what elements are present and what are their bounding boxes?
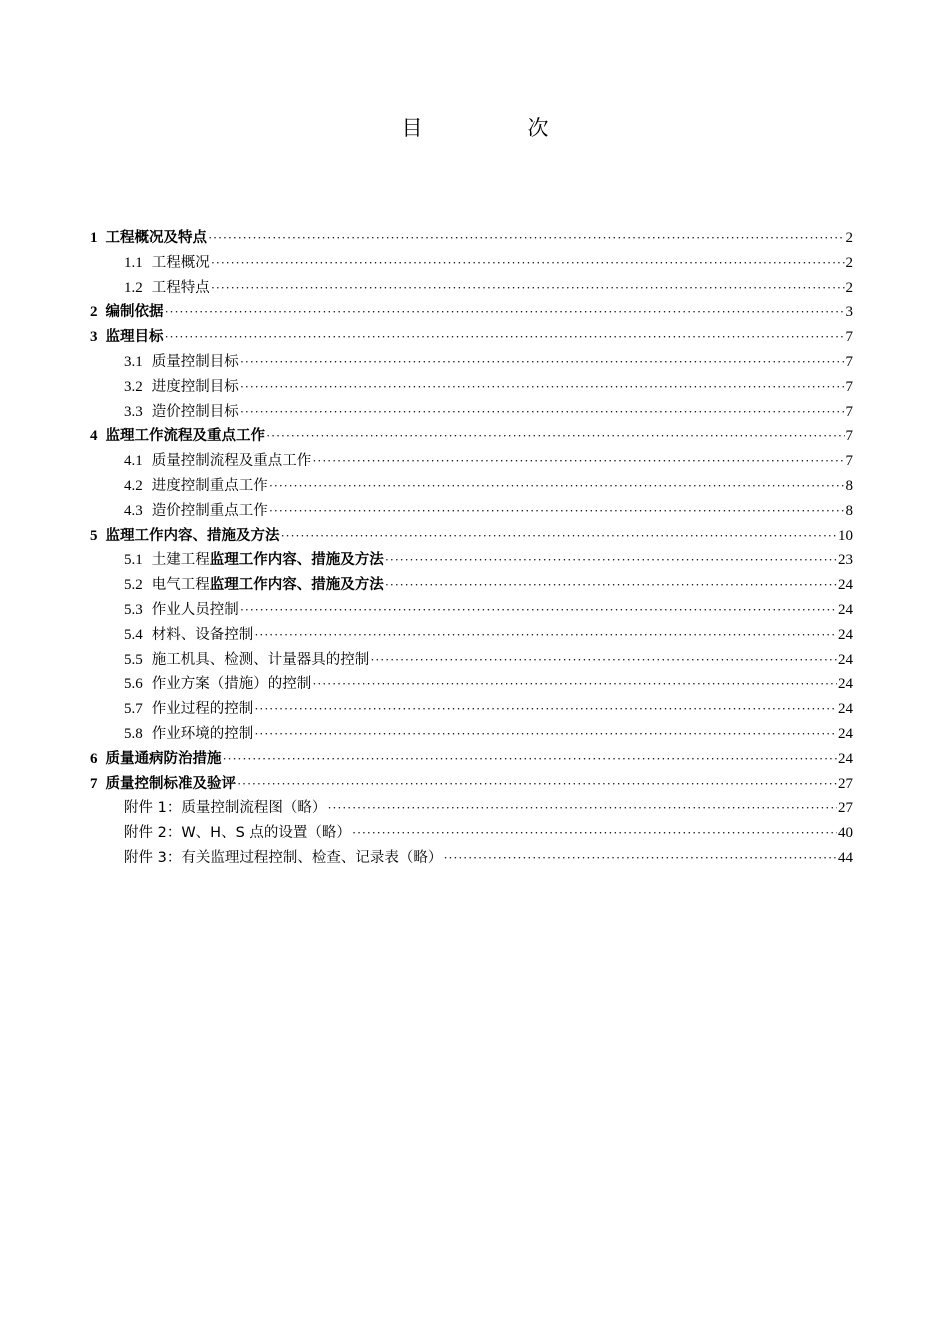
toc-leader-dots bbox=[281, 524, 838, 549]
toc-entry[interactable] bbox=[90, 499, 853, 524]
toc-entry-number: 1.1 bbox=[124, 254, 143, 271]
toc-entry-title: 工程概况 bbox=[151, 254, 210, 271]
toc-leader-dots bbox=[223, 747, 838, 772]
toc-leader-dots bbox=[269, 474, 845, 499]
toc-entry[interactable] bbox=[90, 251, 853, 276]
toc-entry-page: 23 bbox=[838, 552, 853, 569]
toc-entry-title: 施工机具、检测、计量器具的控制 bbox=[151, 651, 370, 668]
toc-entry-number: 5.8 bbox=[124, 725, 143, 742]
toc-entry-page: 7 bbox=[845, 428, 853, 445]
toc-entry-number: 6 bbox=[90, 750, 98, 767]
toc-leader-dots bbox=[165, 300, 845, 325]
toc-entry[interactable] bbox=[90, 623, 853, 648]
toc-entry-number: 2 bbox=[90, 304, 98, 321]
toc-entry-title: 质量通病防治措施 bbox=[105, 750, 222, 767]
toc-leader-dots bbox=[240, 375, 845, 400]
toc-entry-page: 24 bbox=[838, 701, 853, 718]
toc-entry-page: 7 bbox=[845, 378, 853, 395]
toc-entry[interactable] bbox=[90, 325, 853, 350]
toc-entry-number: 5.5 bbox=[124, 651, 143, 668]
toc-entry-number: 7 bbox=[90, 775, 98, 792]
toc-leader-dots bbox=[269, 499, 845, 524]
toc-entry-title: 监理工作流程及重点工作 bbox=[105, 428, 265, 445]
toc-entry-number: 5.2 bbox=[124, 577, 143, 594]
toc-leader-dots bbox=[208, 226, 845, 251]
toc-entry-page: 24 bbox=[838, 676, 853, 693]
toc-leader-dots bbox=[254, 623, 837, 648]
toc-leader-dots bbox=[240, 350, 845, 375]
toc-entry-page: 8 bbox=[845, 477, 853, 494]
toc-leader-dots bbox=[211, 276, 845, 301]
toc-entry-number: 5 bbox=[90, 527, 98, 544]
toc-entry-page: 24 bbox=[838, 626, 853, 643]
toc-leader-dots bbox=[240, 598, 837, 623]
toc-entry[interactable] bbox=[90, 400, 853, 425]
toc-entry-title: 进度控制目标 bbox=[151, 378, 239, 395]
toc-entry-page: 24 bbox=[838, 651, 853, 668]
toc-leader-dots bbox=[385, 573, 837, 598]
toc-entry[interactable] bbox=[90, 772, 853, 797]
toc-entry[interactable] bbox=[90, 524, 853, 549]
toc-entry[interactable] bbox=[90, 573, 853, 598]
toc-entry-page: 24 bbox=[838, 750, 853, 767]
toc-entry-number: 1 bbox=[90, 230, 98, 246]
toc-entry-number: 3.2 bbox=[124, 378, 143, 395]
toc-leader-dots bbox=[254, 722, 837, 747]
toc-entry-title: 造价控制目标 bbox=[151, 403, 239, 420]
toc-entry-title: 工程概况及特点 bbox=[105, 230, 207, 246]
toc-entry-number: 1.2 bbox=[124, 279, 143, 296]
toc-entry-page: 2 bbox=[845, 230, 853, 246]
toc-entry-title: 工程特点 bbox=[151, 279, 210, 296]
toc-entry-title: 质量控制流程及重点工作 bbox=[151, 453, 312, 470]
toc-entry-page: 10 bbox=[838, 527, 853, 544]
toc-entry-number: 4.3 bbox=[124, 502, 143, 519]
toc-entry[interactable] bbox=[90, 226, 853, 251]
table-of-contents bbox=[90, 226, 853, 871]
toc-entry-page: 27 bbox=[838, 800, 853, 817]
toc-entry-number: 4.1 bbox=[124, 453, 143, 470]
toc-leader-dots bbox=[240, 400, 845, 425]
toc-entry[interactable] bbox=[90, 548, 853, 573]
toc-entry-page: 2 bbox=[845, 254, 853, 271]
toc-leader-dots bbox=[327, 796, 837, 821]
toc-entry-number: 3 bbox=[90, 329, 98, 346]
toc-leader-dots bbox=[237, 772, 837, 797]
toc-leader-dots bbox=[385, 548, 837, 573]
toc-leader-dots bbox=[254, 697, 837, 722]
toc-entry[interactable] bbox=[90, 276, 853, 301]
toc-leader-dots bbox=[165, 325, 845, 350]
toc-entry-page: 7 bbox=[845, 353, 853, 370]
toc-entry-title bbox=[152, 573, 384, 598]
toc-entry-page: 27 bbox=[838, 775, 853, 792]
toc-entry-title: 编制依据 bbox=[105, 304, 164, 321]
toc-entry[interactable] bbox=[90, 350, 853, 375]
toc-title: 目 次 bbox=[401, 116, 591, 140]
toc-entry-title-bold: 监理工作内容、措施及方法 bbox=[209, 552, 384, 569]
toc-entry-page: 24 bbox=[838, 577, 853, 594]
toc-entry-title-prefix: 土建工程 bbox=[151, 552, 210, 569]
toc-entry-title: 造价控制重点工作 bbox=[151, 502, 268, 519]
toc-leader-dots bbox=[443, 846, 837, 871]
toc-entry-page: 24 bbox=[838, 725, 853, 742]
toc-entry[interactable] bbox=[90, 697, 853, 722]
toc-entry-title: 作业环境的控制 bbox=[151, 725, 254, 742]
toc-entry[interactable] bbox=[90, 846, 853, 871]
toc-leader-dots bbox=[312, 672, 837, 697]
toc-entry-title: 材料、设备控制 bbox=[151, 626, 254, 643]
toc-entry-number: 5.3 bbox=[124, 601, 143, 618]
toc-entry[interactable] bbox=[90, 449, 853, 474]
toc-entry-title-bold: 监理工作内容、措施及方法 bbox=[209, 577, 384, 594]
toc-entry[interactable] bbox=[90, 722, 853, 747]
toc-entry-number: 5.6 bbox=[124, 676, 143, 693]
toc-entry-number: 5.4 bbox=[124, 626, 143, 643]
toc-entry[interactable] bbox=[90, 300, 853, 325]
toc-entry-page: 7 bbox=[845, 329, 853, 346]
toc-entry-number: 3.3 bbox=[124, 403, 143, 420]
toc-leader-dots bbox=[352, 821, 837, 846]
toc-entry-page: 8 bbox=[845, 502, 853, 519]
toc-entry-title: 进度控制重点工作 bbox=[151, 477, 268, 494]
toc-entry-page: 24 bbox=[838, 601, 853, 618]
toc-entry-page: 44 bbox=[838, 849, 853, 866]
toc-entry-title: 监理目标 bbox=[105, 329, 164, 346]
toc-entry[interactable] bbox=[90, 598, 853, 623]
toc-entry[interactable] bbox=[90, 648, 853, 673]
toc-entry-number: 5.1 bbox=[124, 552, 143, 569]
toc-leader-dots bbox=[370, 648, 837, 673]
toc-entry-number: 3.1 bbox=[124, 353, 143, 370]
toc-entry[interactable] bbox=[90, 821, 853, 846]
toc-entry[interactable] bbox=[90, 747, 853, 772]
toc-entry-title: 附件 3：有关监理过程控制、检查、记录表（略） bbox=[124, 849, 443, 866]
toc-entry[interactable] bbox=[90, 375, 853, 400]
toc-entry-title: 作业过程的控制 bbox=[151, 701, 254, 718]
toc-entry-page: 7 bbox=[845, 453, 853, 470]
toc-leader-dots bbox=[211, 251, 845, 276]
toc-entry-number: 4 bbox=[90, 428, 98, 445]
toc-entry[interactable] bbox=[90, 672, 853, 697]
toc-entry-number: 4.2 bbox=[124, 477, 143, 494]
toc-entry-number: 5.7 bbox=[124, 701, 143, 718]
toc-entry-title: 附件 2：W、H、S 点的设置（略） bbox=[124, 825, 351, 842]
toc-entry-page: 40 bbox=[838, 825, 853, 842]
toc-entry[interactable] bbox=[90, 424, 853, 449]
toc-leader-dots bbox=[312, 449, 844, 474]
toc-entry-title: 监理工作内容、措施及方法 bbox=[105, 527, 280, 544]
toc-entry[interactable] bbox=[90, 796, 853, 821]
toc-entry-title bbox=[152, 548, 384, 573]
toc-entry-title: 质量控制标准及验评 bbox=[105, 775, 236, 792]
toc-entry[interactable] bbox=[90, 474, 853, 499]
toc-entry-page: 2 bbox=[845, 279, 853, 296]
toc-entry-title: 质量控制目标 bbox=[151, 353, 239, 370]
toc-entry-title-prefix: 电气工程 bbox=[151, 577, 210, 594]
toc-entry-page: 3 bbox=[845, 304, 853, 321]
toc-entry-page: 7 bbox=[845, 403, 853, 420]
toc-entry-title: 作业方案（措施）的控制 bbox=[151, 676, 312, 693]
toc-entry-title: 作业人员控制 bbox=[151, 601, 239, 618]
toc-leader-dots bbox=[266, 424, 845, 449]
toc-entry-title: 附件 1：质量控制流程图（略） bbox=[124, 800, 327, 817]
